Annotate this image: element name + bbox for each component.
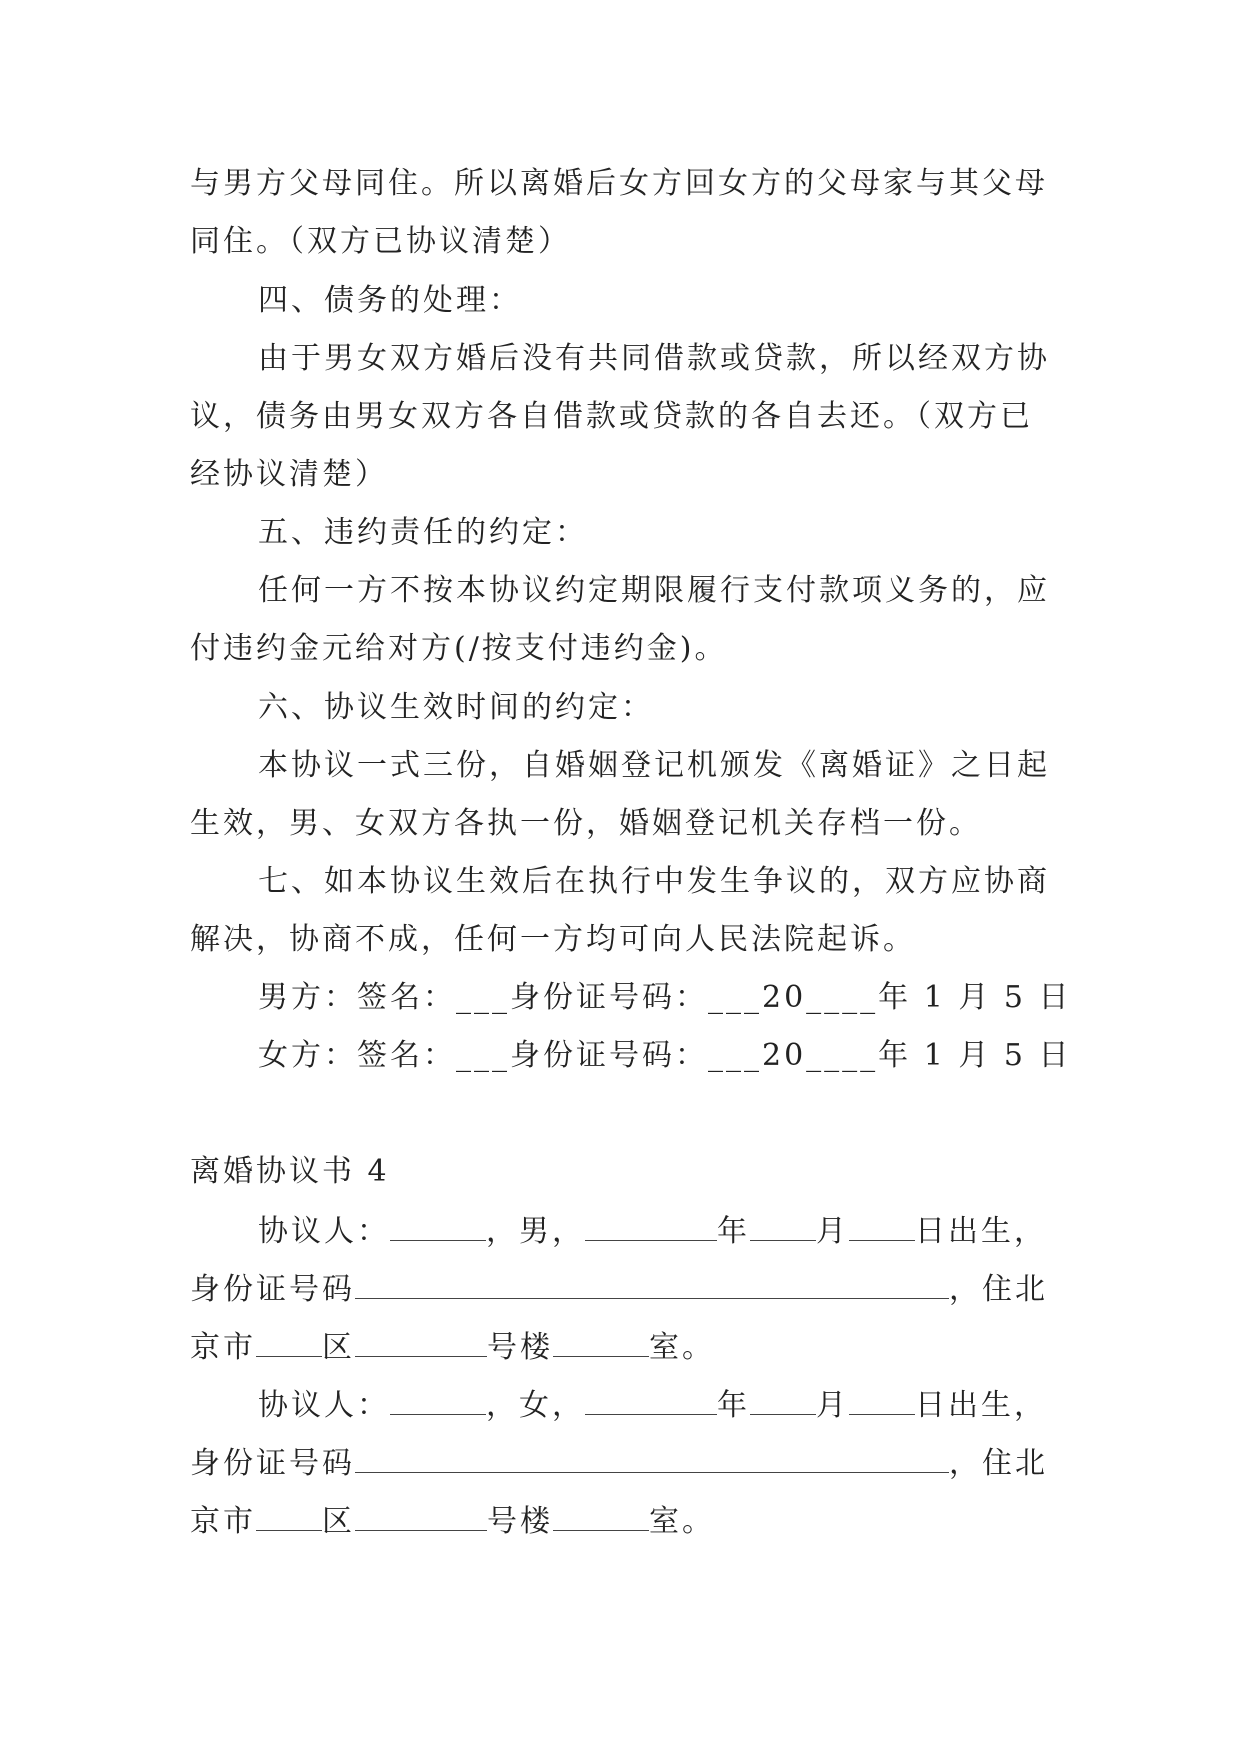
section-heading-effective: 六、协议生效时间的约定：	[258, 690, 654, 725]
blank-year	[585, 1384, 717, 1415]
party2-month: 月	[816, 1388, 849, 1423]
blank-month	[750, 1210, 816, 1241]
party1-city: 京市	[190, 1330, 256, 1365]
party2-room: 室。	[649, 1504, 715, 1539]
party2-building: 号楼	[487, 1504, 553, 1539]
paragraph-line: 同住。（双方已协议清楚）	[190, 224, 571, 259]
party1-year: 年	[717, 1214, 750, 1249]
blank-name	[390, 1384, 486, 1415]
blank-building	[355, 1326, 487, 1357]
blank-year	[585, 1210, 717, 1241]
blank-name	[390, 1210, 486, 1241]
party2-gender: ，女，	[486, 1388, 585, 1423]
party1-line1	[258, 1210, 1047, 1252]
party1-id-label: 身份证号码	[190, 1272, 355, 1307]
paragraph-line: 本协议一式三份，自婚姻登记机颁发《离婚证》之日起	[258, 748, 1050, 783]
blank-building	[355, 1500, 487, 1531]
party2-line1	[258, 1384, 1047, 1426]
blank-day	[849, 1210, 915, 1241]
party1-month: 月	[816, 1214, 849, 1249]
blank-district	[256, 1326, 322, 1357]
section-heading-liability: 五、违约责任的约定：	[258, 515, 588, 550]
party1-room: 室。	[649, 1330, 715, 1365]
blank-id-number	[355, 1442, 949, 1473]
paragraph-line: 七、如本协议生效后在执行中发生争议的，双方应协商	[258, 864, 1050, 899]
blank-district	[256, 1500, 322, 1531]
signature-line-female: 女方：签名：___身份证号码：___20____年 1 月 5 日	[258, 1038, 1072, 1073]
party1-district: 区	[322, 1330, 355, 1365]
party1-birth: 日出生，	[915, 1214, 1047, 1249]
party2-birth: 日出生，	[915, 1388, 1047, 1423]
paragraph-line: 付违约金元给对方(/按支付违约金)。	[190, 631, 728, 666]
paragraph-line: 由于男女双方婚后没有共同借款或贷款，所以经双方协	[258, 341, 1050, 376]
blank-id-number	[355, 1268, 949, 1299]
paragraph-line: 生效，男、女双方各执一份，婚姻登记机关存档一份。	[190, 806, 982, 841]
section-title: 离婚协议书 4	[190, 1154, 390, 1189]
blank-day	[849, 1384, 915, 1415]
party2-city: 京市	[190, 1504, 256, 1539]
party1-line3	[190, 1326, 715, 1368]
section-heading-debt: 四、债务的处理：	[258, 283, 522, 318]
party2-line3	[190, 1500, 715, 1542]
blank-month	[750, 1384, 816, 1415]
party2-year: 年	[717, 1388, 750, 1423]
party2-line2	[190, 1442, 1048, 1484]
paragraph-line: 任何一方不按本协议约定期限履行支付款项义务的，应	[258, 573, 1050, 608]
party2-label: 协议人：	[258, 1388, 390, 1423]
paragraph-line: 与男方父母同住。所以离婚后女方回女方的父母家与其父母	[190, 166, 1048, 201]
paragraph-line: 解决，协商不成，任何一方均可向人民法院起诉。	[190, 922, 916, 957]
party1-line2	[190, 1268, 1048, 1310]
party1-addr-tail: ，住北	[949, 1272, 1048, 1307]
paragraph-line: 议，债务由男女双方各自借款或贷款的各自去还。（双方已	[190, 399, 1033, 434]
signature-line-male: 男方：签名：___身份证号码：___20____年 1 月 5 日	[258, 980, 1072, 1015]
party2-district: 区	[322, 1504, 355, 1539]
paragraph-line: 经协议清楚）	[190, 457, 388, 492]
party1-label: 协议人：	[258, 1214, 390, 1249]
party1-gender: ，男，	[486, 1214, 585, 1249]
party2-id-label: 身份证号码	[190, 1446, 355, 1481]
blank-room	[553, 1326, 649, 1357]
party1-building: 号楼	[487, 1330, 553, 1365]
blank-room	[553, 1500, 649, 1531]
party2-addr-tail: ，住北	[949, 1446, 1048, 1481]
